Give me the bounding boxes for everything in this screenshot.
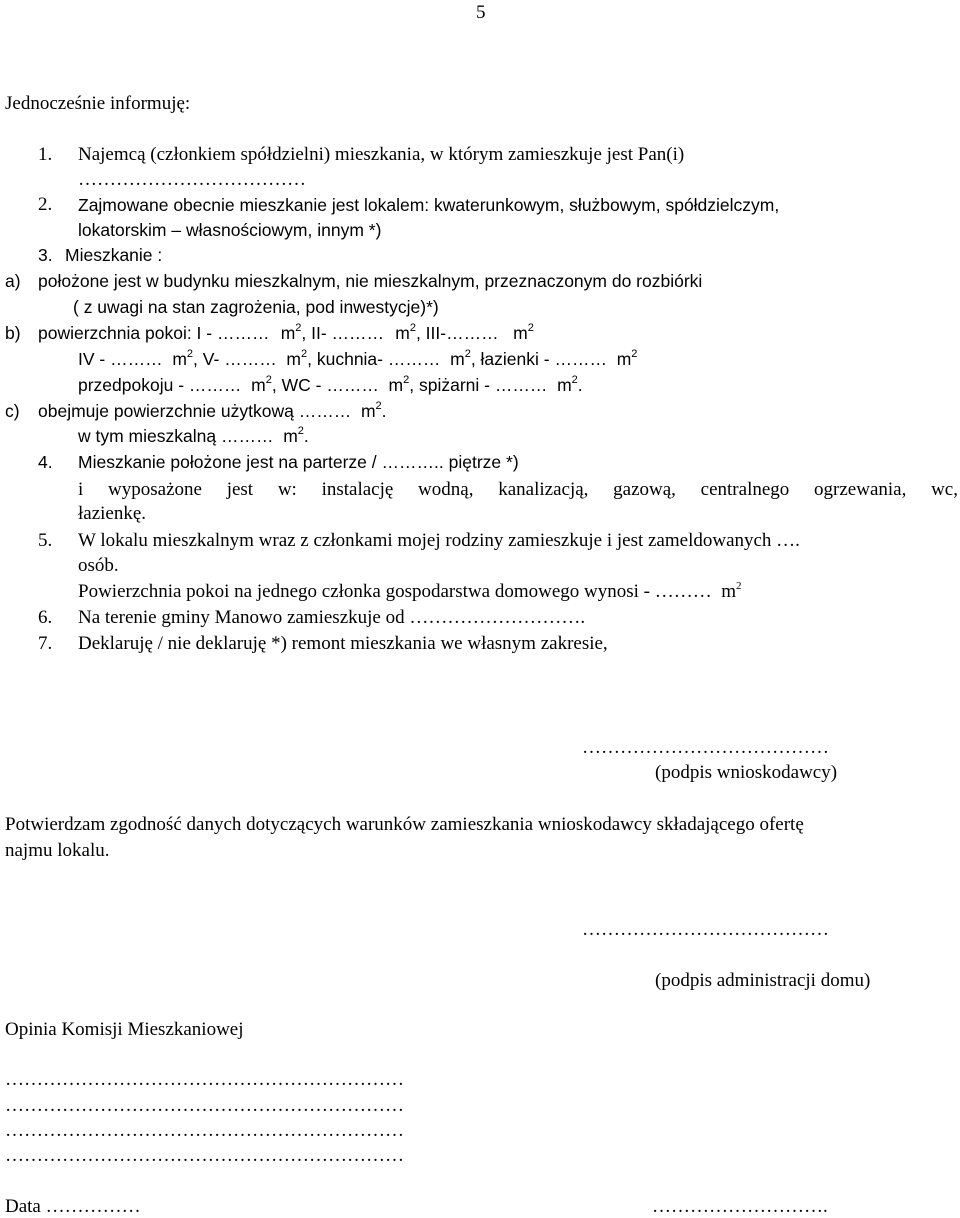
page-number: 5 (476, 2, 486, 23)
housing-commission-opinion-title: Opinia Komisji Mieszkaniowej (5, 1019, 244, 1040)
item-3-title: Mieszkanie : (65, 245, 163, 265)
item-3c-label: c) (5, 401, 20, 421)
item-2-number: 2. (38, 194, 53, 215)
item-7-number: 7. (38, 633, 53, 654)
item-3a-text-cont: ( z uwagi na stan zagrożenia, pod inwestycje)*) (73, 297, 439, 317)
item-1-number: 1. (38, 144, 53, 165)
item-1-blank: ……………………………… (78, 169, 306, 190)
intro-text: Jednocześnie informuję: (5, 93, 191, 114)
item-3c-text-cont: w tym mieszkalną ……… $m^2$. (78, 425, 309, 446)
opinion-line-1: ……………………………………………………… (5, 1069, 404, 1090)
opinion-line-2: ……………………………………………………… (5, 1095, 404, 1116)
applicant-signature-line: ………………………………… (582, 737, 829, 758)
item-7-text: Deklaruję / nie deklaruję *) remont mieszkania we własnym zakresie, (78, 633, 608, 654)
opinion-line-3: ……………………………………………………… (5, 1120, 404, 1141)
item-2-text-cont: lokatorskim – własnościowym, innym *) (78, 220, 382, 240)
item-3b-rooms-line-2: IV - ……… $m^2$, V- ……… $m^2$, kuchnia- ……… $m^2$, łazienki - ……… $m^2$ (78, 348, 638, 369)
item-1-text: Najemcą (członkiem spółdzielni) mieszkania, w którym zamieszkuje jest Pan(i) (78, 144, 685, 165)
item-5-text-cont: osób. (78, 555, 119, 576)
date-field: Data …………… (5, 1196, 141, 1217)
item-6-text: Na terenie gminy Manowo zamieszkuje od ………………………. (78, 607, 586, 628)
applicant-signature-label: (podpis wnioskodawcy) (655, 762, 838, 783)
commission-signature-line: ………………………. (652, 1196, 828, 1217)
item-5-number: 5. (38, 530, 53, 551)
administration-signature-label: (podpis administracji domu) (655, 970, 871, 991)
item-5-area-line: Powierzchnia pokoi na jednego członka gospodarstwa domowego wynosi - ……… $m^2$ (78, 579, 742, 602)
item-3b-rooms-line-3: przedpokoju - ……… $m^2$, WC - ……… $m^2$, spiżarni - ……… $m^2$. (78, 374, 583, 395)
item-3b-rooms-line: powierzchnia pokoi: I - ……… $m^2$, II- ……… $m^2$, III-……… $m^2$ (38, 322, 534, 343)
opinion-line-4: ……………………………………………………… (5, 1145, 404, 1166)
item-2-text: Zajmowane obecnie mieszkanie jest lokalem: kwaterunkowym, służbowym, spółdzielczym, (78, 195, 780, 215)
confirmation-text-cont: najmu lokalu. (5, 840, 110, 861)
administration-signature-line: ………………………………… (582, 919, 829, 940)
item-4-number: 4. (38, 452, 53, 472)
item-3-number: 3. (38, 245, 53, 265)
item-3a-text: położone jest w budynku mieszkalnym, nie mieszkalnym, przeznaczonym do rozbiórki (38, 271, 703, 291)
item-6-number: 6. (38, 607, 53, 628)
item-4-text: Mieszkanie położone jest na parterze / ……….. piętrze *) (78, 452, 519, 472)
item-4-text-cont: i wyposażone jest w: instalację wodną, kanalizacją, gazową, centralnego ogrzewania, wc, (78, 479, 958, 500)
confirmation-text: Potwierdzam zgodność danych dotyczących warunków zamieszkania wnioskodawcy składającego ofertę (5, 814, 804, 835)
item-5-text: W lokalu mieszkalnym wraz z członkami mojej rodziny zamieszkuje i jest zameldowanych …. (78, 530, 800, 551)
item-3b-label: b) (5, 323, 21, 343)
item-3c-text: obejmuje powierzchnie użytkową ……… $m^2$. (38, 400, 387, 421)
item-3a-label: a) (5, 271, 21, 291)
item-4-text-end: łazienkę. (78, 503, 147, 524)
